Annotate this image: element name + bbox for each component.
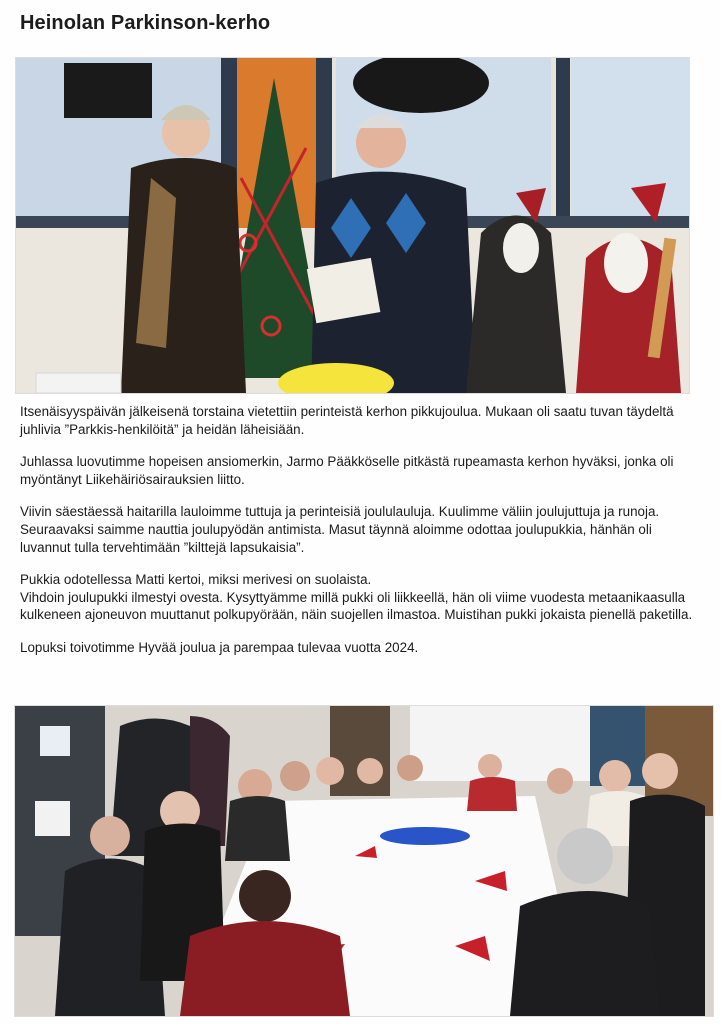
paragraph-line: Lopuksi toivotimme Hyvää joulua ja parempaa tulevaa vuotta 2024.: [20, 639, 419, 655]
paragraph-4: [20, 571, 706, 624]
paragraph-line: Viivin säestäessä haitarilla lauloimme tuttuja ja perinteisiä joululauluja. Kuulimme väliin joulujuttuja ja runoja.: [20, 504, 660, 520]
christmas-party-photo: [14, 705, 714, 1017]
paragraph-5: [20, 639, 706, 657]
paragraph-line: Vihdoin joulupukki ilmestyi ovesta. Kysyttyämme millä pukki oli liikkeellä, hän oli viime vuodesta metaanikaasulla kulkeneen ajoneuvon muuttanut polkupyörään, näin suojellen ilmastoa. Muistihan pukki jokaista pienellä paketilla.: [20, 589, 693, 623]
award-ceremony-photo: [15, 57, 690, 394]
paragraph-line: Seuraavaksi saimme nauttia jouluруödän antimista. Masut täynnä aloimme odottaa joulupukkia, hänhän oli luvannut tulla tervehtimään ”kilttejä lapsukaisia”.: [20, 521, 652, 555]
page-title: Heinolan Parkinson-kerho: [20, 12, 271, 34]
paragraph-line: Pukkia odotellessa Matti kertoi, miksi merivesi on suolaista.: [20, 572, 372, 588]
paragraph-2: [20, 453, 706, 488]
article-body: [20, 403, 706, 672]
paragraph-line: Juhlassa luovutimme hopeisen ansiomerkin, Jarmo Pääkköselle pitkästä rupeamasta kerhon hyväksi, jonka oli myöntänyt Liikehäiriösairauksien liitto.: [20, 454, 674, 487]
paragraph-line: Itsenäisyyspäivän jälkeisenä torstaina vietettiin perinteistä kerhon pikkujoulua. Mukaan oli saatu tuvan täydeltä juhlivia ”Parkkis-henkilöitä” ja heidän läheisiään.: [20, 404, 674, 437]
paragraph-1: [20, 403, 706, 438]
paragraph-3: [20, 503, 706, 556]
